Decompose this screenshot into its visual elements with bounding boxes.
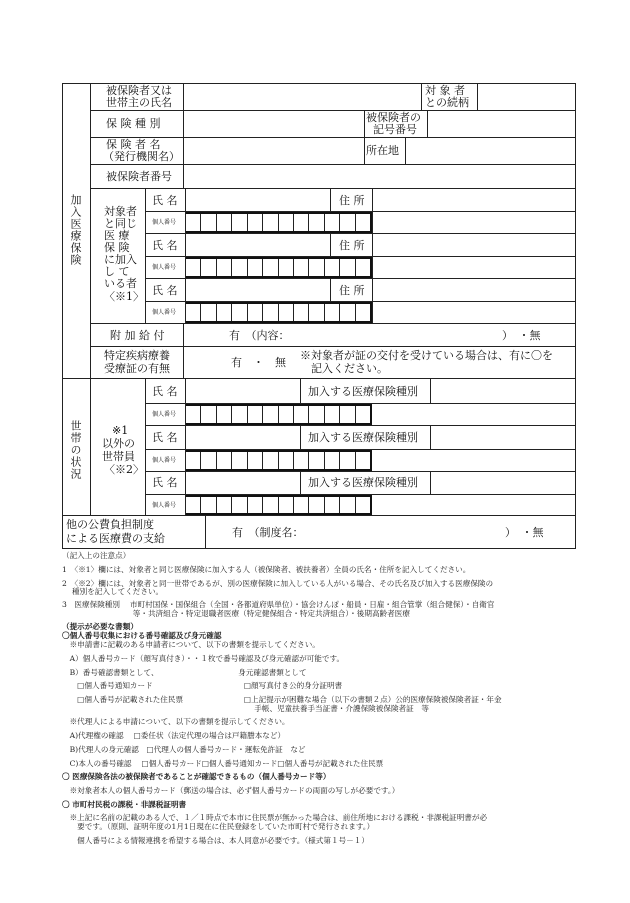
name-label: 氏 名	[152, 194, 178, 207]
note-line: 〇 医療保険各法の被保険者であることが確認できるもの（個人番号カード等）	[62, 772, 331, 781]
note-line: 手帳、児童扶養手当証書・介護保険被保険者証 等	[62, 704, 429, 713]
relation-label-2: との続柄	[425, 96, 469, 109]
join-insurance-label: 加入する医療保険種別	[308, 431, 418, 444]
note-line: A）個人番号カード（顔写真付き）・・１枚で番号確認及び身元確認が可能です。	[62, 654, 345, 663]
address-label: 住 所	[339, 239, 365, 252]
note-line: 3 医療保険種別 市町村国保・国保組合（全国・各都道府県単位）・協会けんぽ・船員・日雇・組合管掌（組合健保）・自衛官	[62, 600, 495, 609]
note-line: 〇 市町村民税の課税・非課税証明書	[62, 800, 187, 809]
specific-disease-note-2: 記入ください。	[300, 362, 388, 375]
section-household-status: 世帯の状況	[69, 420, 82, 480]
note-line: 要です。（原則、証明年度の1月1日現在に住民登録をしていた市町村で発行されます。）	[62, 822, 375, 831]
note-line: B)代理人の身元確認 □代理人の個人番号カード・運転免許証 など	[62, 745, 306, 754]
name-label: 氏 名	[152, 284, 178, 297]
name-label: 氏 名	[152, 385, 178, 398]
public-expense-none[interactable]: ） ・無	[505, 526, 544, 539]
note-line: ※対象者本人の個人番号カード（郵送の場合は、必ず個人番号カードの両面の写しが必要です。）	[62, 786, 400, 795]
public-expense-label-1: 他の公費負担制度	[66, 518, 154, 531]
name-label: 氏 名	[152, 431, 178, 444]
note-line: 〇個人番号収集における番号確認及び身元確認	[62, 631, 222, 640]
note-line: A)代理権の確認 □委任状（法定代理の場合は戸籍謄本など）	[62, 731, 286, 740]
additional-benefit-value[interactable]: 有 （内容：	[229, 329, 290, 342]
household-number-cells-2[interactable]	[186, 450, 372, 471]
symbol-number-label-2: 記号番号	[373, 123, 417, 136]
notes-heading: （記入上の注意点）	[62, 551, 131, 560]
note-line: 1 〈※1〉欄には、対象者と同じ医療保険に加入する人（被保険者、被扶養者）全員の氏名・住所を記入してください。	[62, 565, 471, 574]
individual-number-cells-3[interactable]	[186, 302, 372, 323]
note-line: 等・共済組合・特定退職者医療（特定健保組合・特定共済組合）・後期高齢者医療	[62, 609, 410, 618]
public-expense-label-2: による医療費の支給	[66, 532, 165, 545]
specific-disease-label-1: 特定疾病療養	[104, 349, 170, 362]
relation-label-1: 対 象 者	[425, 84, 465, 97]
name-label: 氏 名	[152, 239, 178, 252]
insurance-type-label: 保 険 種 別	[106, 117, 161, 130]
address-label: 住 所	[339, 194, 365, 207]
note-line: □個人番号通知カード □顔写真付き公的身分証明書	[62, 681, 343, 690]
note-line: 2 〈※2〉欄には、対象者と同一世帯であるが、別の医療保険に加入している人がいる場合、その氏名及び加入する医療保険の	[62, 579, 494, 588]
individual-number-label: 個人番号	[152, 457, 177, 464]
individual-number-label: 個人番号	[152, 309, 177, 316]
name-label: 氏 名	[152, 476, 178, 489]
note-line: ※上記に名前の記載のある人で、１／１時点で本市に住民票が無かった場合は、前住所地における課税・非課税証明書が必	[62, 813, 488, 822]
insurer-label-2: （発行機関名）	[103, 150, 180, 163]
note-line: 種別を記入してください。	[62, 587, 164, 596]
address-label: 住 所	[339, 284, 365, 297]
insured-name-label-1: 被保険者又は	[106, 84, 172, 97]
note-line: ※代理人による申請について、以下の書類を提示してください。	[62, 717, 290, 726]
note-line: □個人番号が記載された住民票 □上記提示が困難な場合（以下の書類２点）公的医療保険被保険者証・年金	[62, 695, 502, 704]
note-line: C)本人の番号確認 □個人番号カード□個人番号通知カード□個人番号が記載された住民票	[62, 759, 384, 768]
insured-number-label: 被保険者番号	[106, 170, 172, 183]
specific-disease-note-1: ※対象者が証の交付を受けている場合は、有に〇を	[300, 349, 553, 362]
note-line: ※申請書に記載のある申請者について、以下の書類を提示してください。	[62, 640, 320, 649]
documents-heading: （提示が必要な書類）	[62, 622, 138, 631]
individual-number-cells-1[interactable]	[186, 212, 372, 233]
household-number-cells-1[interactable]	[186, 404, 372, 425]
join-insurance-label: 加入する医療保険種別	[308, 476, 418, 489]
individual-number-label: 個人番号	[152, 502, 177, 509]
symbol-number-label-1: 被保険者の	[366, 111, 421, 124]
additional-benefit-label: 附 加 給 付	[110, 329, 165, 342]
join-insurance-label: 加入する医療保険種別	[308, 385, 418, 398]
individual-number-label: 個人番号	[152, 411, 177, 418]
insured-name-label-2: 世帯主の氏名	[106, 96, 172, 109]
location-label: 所在地	[366, 144, 399, 157]
individual-number-label: 個人番号	[152, 264, 177, 271]
individual-number-cells-2[interactable]	[186, 257, 372, 278]
section-enrolled-insurance: 加入医療保険	[69, 194, 82, 266]
household-number-cells-3[interactable]	[186, 495, 372, 515]
specific-disease-label-2: 受療証の有無	[104, 362, 170, 375]
note-line: B）番号確認書類として、 身元確認書類として	[62, 668, 307, 677]
insurer-label-1: 保 険 者 名	[106, 138, 161, 151]
individual-number-label: 個人番号	[152, 219, 177, 226]
public-expense-value[interactable]: 有 （制度名：	[232, 526, 304, 539]
specific-disease-value[interactable]: 有 ・ 無	[231, 356, 286, 369]
note-line: 個人番号による情報連携を希望する場合は、本人同意が必要です。（様式第１号－１）	[62, 836, 369, 845]
additional-benefit-none[interactable]: ） ・無	[502, 329, 541, 342]
